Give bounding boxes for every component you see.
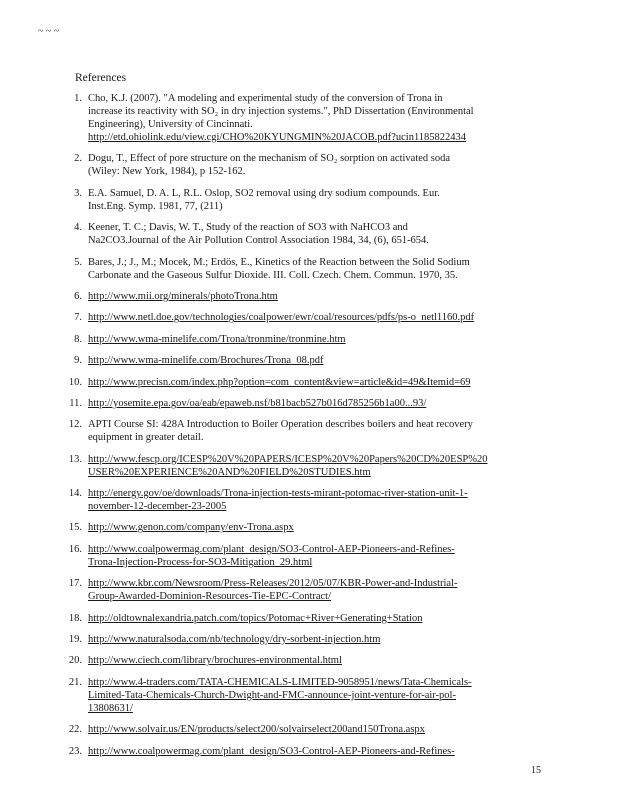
- reference-item: [0, 187, 619, 213]
- reference-number: 19.: [68, 634, 82, 646]
- reference-item: [0, 311, 619, 324]
- reference-text: [88, 256, 558, 282]
- reference-link[interactable]: USER%20EXPERIENCE%20AND%20FIELD%20STUDIES.htm: [88, 466, 371, 478]
- references-list: [0, 92, 619, 766]
- corner-mark: ~ ~ ~: [38, 26, 60, 37]
- reference-item: [0, 376, 619, 389]
- reference-line: Inst.Eng. Symp. 1981, 77, (211): [88, 200, 223, 212]
- reference-text: [88, 92, 558, 144]
- reference-link[interactable]: http://yosemite.epa.gov/oa/eab/epaweb.nsf/b81bacb527b016d785256b1a00...93/: [88, 397, 427, 409]
- reference-item: [0, 487, 619, 513]
- reference-line: Na2CO3.Journal of the Air Pollution Control Association 1984, 34, (6), 651-654.: [88, 235, 429, 247]
- reference-number: 13.: [68, 453, 82, 465]
- reference-number: 10.: [68, 376, 82, 388]
- reference-link[interactable]: http://www.precisn.com/index.php?option=com_content&view=article&id=49&Itemid=69: [88, 376, 471, 388]
- reference-item: [0, 152, 619, 178]
- reference-item: [0, 453, 619, 479]
- reference-text: [88, 453, 558, 479]
- reference-number: 14.: [68, 488, 82, 500]
- reference-text: [88, 221, 558, 247]
- reference-item: [0, 577, 619, 603]
- reference-link[interactable]: http://www.wma-minelife.com/Brochures/Trona_08.pdf: [88, 355, 324, 367]
- reference-item: [0, 354, 619, 367]
- reference-number: 2.: [74, 153, 82, 165]
- reference-number: 4.: [74, 222, 82, 234]
- reference-number: 5.: [74, 256, 82, 268]
- reference-item: [0, 654, 619, 667]
- references-heading: References: [75, 72, 127, 84]
- reference-text: [88, 418, 558, 444]
- reference-link[interactable]: http://www.naturalsoda.com/nb/technology/dry-sorbent-injection.htm: [88, 634, 381, 646]
- reference-number: 7.: [74, 312, 82, 324]
- reference-text: [88, 723, 558, 736]
- reference-number: 12.: [68, 419, 82, 431]
- reference-text: [88, 354, 558, 367]
- reference-text: [88, 633, 558, 646]
- reference-line: Engineering), University of Cincinnati.: [88, 119, 253, 130]
- reference-text: [88, 612, 558, 625]
- reference-text: [88, 311, 558, 324]
- reference-number: 15.: [68, 522, 82, 534]
- reference-number: 22.: [68, 724, 82, 736]
- reference-text: [88, 333, 558, 346]
- reference-number: 8.: [74, 333, 82, 345]
- reference-link[interactable]: http://www.wma-minelife.com/Trona/tronmine/tronmine.htm: [88, 333, 346, 345]
- reference-number: 21.: [68, 676, 82, 688]
- reference-text: [88, 487, 558, 513]
- reference-item: [0, 418, 619, 444]
- reference-text: [88, 543, 558, 569]
- reference-item: [0, 92, 619, 144]
- reference-line: increase its reactivity with SO₂ in dry injection systems.", PhD Dissertation (Environmental: [88, 106, 474, 117]
- reference-text: [88, 152, 558, 178]
- reference-item: [0, 543, 619, 569]
- reference-link[interactable]: http://www.fescp.org/ICESP%20V%20PAPERS/ICESP%20V%20Papers%20CD%20ESP%20: [88, 453, 488, 465]
- page-number: 15: [531, 765, 541, 776]
- reference-link[interactable]: http://oldtownalexandria.patch.com/topics/Potomac+River+Generating+Station: [88, 612, 423, 624]
- reference-link[interactable]: Trona-Injection-Process-for-SO3-Mitigation_29.html: [88, 556, 313, 568]
- reference-item: [0, 612, 619, 625]
- reference-text: [88, 376, 558, 389]
- reference-link[interactable]: november-12-december-23-2005: [88, 501, 227, 513]
- reference-text: [88, 676, 558, 715]
- reference-number: 17.: [68, 578, 82, 590]
- reference-number: 20.: [68, 655, 82, 667]
- reference-item: [0, 256, 619, 282]
- reference-link[interactable]: http://energy.gov/oe/downloads/Trona-injection-tests-mirant-potomac-river-station-unit-1-: [88, 488, 468, 500]
- reference-item: [0, 221, 619, 247]
- reference-item: [0, 745, 619, 758]
- reference-number: 16.: [68, 543, 82, 555]
- reference-line: Dogu, T., Effect of pore structure on the mechanism of SO₂ sorption on activated soda: [88, 153, 451, 165]
- reference-link[interactable]: http://www.mii.org/minerals/photoTrona.htm: [88, 290, 278, 302]
- reference-number: 3.: [74, 187, 82, 199]
- reference-item: [0, 397, 619, 410]
- reference-link[interactable]: http://www.netl.doe.gov/technologies/coalpower/ewr/coal/resources/pdfs/ps-o_netl1160.pdf: [88, 312, 475, 324]
- reference-link[interactable]: http://www.ciech.com/library/brochures-environmental.html: [88, 655, 342, 667]
- reference-item: [0, 633, 619, 646]
- reference-text: [88, 654, 558, 667]
- reference-line: Keener, T. C.; Davis, W. T., Study of the reaction of SO3 with NaHCO3 and: [88, 222, 408, 234]
- reference-link[interactable]: 13808631/: [88, 702, 133, 714]
- reference-link[interactable]: http://www.genon.com/company/env-Trona.aspx: [88, 522, 294, 534]
- reference-text: [88, 290, 558, 303]
- reference-item: [0, 290, 619, 303]
- reference-text: [88, 745, 558, 758]
- reference-link[interactable]: http://www.coalpowermag.com/plant_design/SO3-Control-AEP-Pioneers-and-Refines-: [88, 745, 455, 757]
- reference-text: [88, 187, 558, 213]
- reference-item: [0, 676, 619, 715]
- reference-number: 18.: [68, 612, 82, 624]
- reference-link[interactable]: Group-Awarded-Dominion-Resources-Tie-EPC-Contract/: [88, 591, 332, 603]
- reference-text: [88, 577, 558, 603]
- reference-line: Bares, J.; J., M.; Mocek, M.; Erdös, E., Kinetics of the Reaction between the Solid Sodium: [88, 256, 470, 268]
- reference-item: [0, 723, 619, 736]
- reference-line: (Wiley: New York, 1984), p 152-162.: [88, 166, 246, 178]
- reference-item: [0, 521, 619, 534]
- reference-line: Carbonate and the Gaseous Sulfur Dioxide. III. Coll. Czech. Chem. Commun. 1970, 35.: [88, 269, 458, 281]
- reference-number: 23.: [68, 745, 82, 757]
- reference-link[interactable]: http://www.coalpowermag.com/plant_design/SO3-Control-AEP-Pioneers-and-Refines-: [88, 543, 455, 555]
- reference-number: 9.: [74, 355, 82, 367]
- reference-line: E.A. Samuel, D. A. L, R.L. Oslop, SO2 removal using dry sodium compounds. Eur.: [88, 187, 440, 199]
- reference-line: APTI Course SI: 428A Introduction to Boiler Operation describes boilers and heat recovery: [88, 419, 473, 431]
- reference-number: 11.: [69, 397, 82, 409]
- reference-link[interactable]: Limited-Tata-Chemicals-Church-Dwight-and-FMC-announce-joint-venture-for-air-pol-: [88, 689, 456, 701]
- reference-text: [88, 397, 558, 410]
- reference-text: [88, 521, 558, 534]
- reference-item: [0, 333, 619, 346]
- reference-link[interactable]: http://www.solvair.us/EN/products/select200/solvairselect200and150Trona.aspx: [88, 724, 425, 736]
- reference-line: equipment in greater detail.: [88, 432, 204, 444]
- reference-line: Cho, K.J. (2007). "A modeling and experimental study of the conversion of Trona in: [88, 93, 443, 104]
- reference-number: 6.: [74, 290, 82, 302]
- reference-link[interactable]: http://www.kbr.com/Newsroom/Press-Releases/2012/05/07/KBR-Power-and-Industrial-: [88, 578, 458, 590]
- reference-number: 1.: [74, 93, 82, 104]
- reference-link[interactable]: http://etd.ohiolink.edu/view.cgi/CHO%20KYUNGMIN%20JACOB.pdf?ucin1185822434: [88, 132, 467, 143]
- reference-link[interactable]: http://www.4-traders.com/TATA-CHEMICALS-LIMITED-9058951/news/Tata-Chemicals-: [88, 676, 472, 688]
